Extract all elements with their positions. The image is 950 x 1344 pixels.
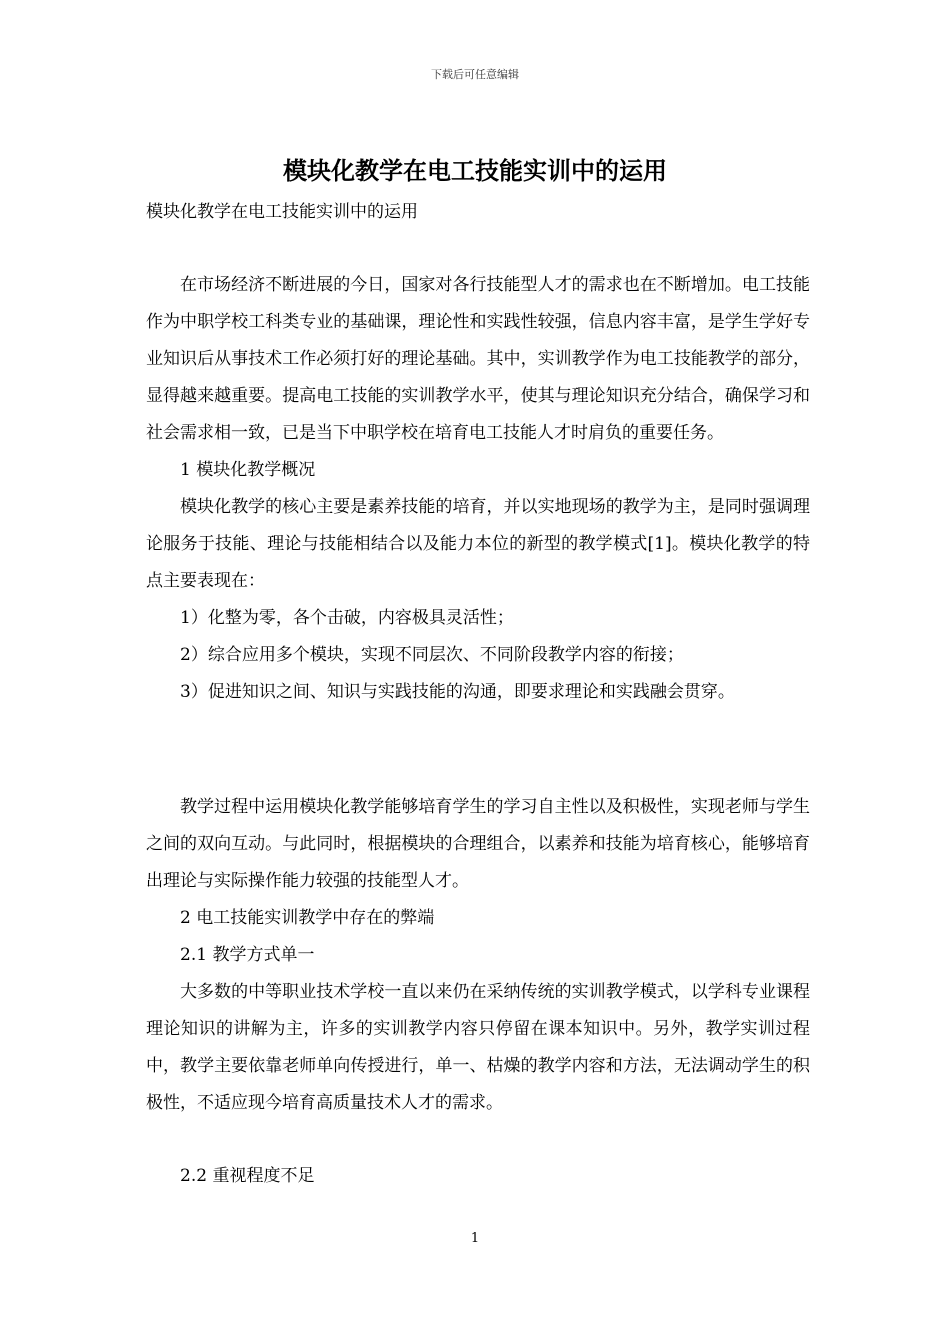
list-item-2: 2）综合应用多个模块，实现不同层次、不同阶段教学内容的衔接； — [180, 645, 684, 665]
header-note: 下载后可任意编辑 — [431, 68, 519, 81]
paragraph-modular-overview: 模块化教学的核心主要是素养技能的培育，并以实地现场的教学为主，是同时强调理论服务于技能、理论与技能相结合以及能力本位的新型的教学模式[1]。模块化教学的特点主要表现在： — [146, 497, 810, 591]
section-heading-2: 2 电工技能实训教学中存在的弊端 — [180, 908, 435, 928]
body-block-1 — [146, 267, 810, 711]
subsection-heading-2-2: 2.2 重视程度不足 — [180, 1166, 315, 1186]
document-subtitle: 模块化教学在电工技能实训中的运用 — [146, 202, 418, 222]
subsection-heading-2-1: 2.1 教学方式单一 — [180, 945, 315, 965]
paragraph-single-method: 大多数的中等职业技术学校一直以来仍在采纳传统的实训教学模式，以学科专业课程理论知识的讲解为主，许多的实训教学内容只停留在课本知识中。另外，教学实训过程中，教学主要依靠老师单向传授进行，单一、枯燥的教学内容和方法，无法调动学生的积极性，不适应现今培育高质量技术人才的需求。 — [146, 982, 810, 1113]
page-number: 1 — [470, 1231, 480, 1246]
paragraph-intro: 在市场经济不断进展的今日，国家对各行技能型人才的需求也在不断增加。电工技能作为中职学校工科类专业的基础课，理论性和实践性较强，信息内容丰富，是学生学好专业知识后从事技术工作必须打好的理论基础。其中，实训教学作为电工技能教学的部分，显得越来越重要。提高电工技能的实训教学水平，使其与理论知识充分结合，确保学习和社会需求相一致，已是当下中职学校在培育电工技能人才时肩负的重要任务。 — [146, 275, 810, 443]
section-heading-1: 1 模块化教学概况 — [180, 460, 316, 480]
paragraph-teaching-process: 教学过程中运用模块化教学能够培育学生的学习自主性以及积极性，实现老师与学生之间的双向互动。与此同时，根据模块的合理组合，以素养和技能为培育核心，能够培育出理论与实际操作能力较强的技能型人才。 — [146, 797, 810, 891]
list-item-3: 3）促进知识之间、知识与实践技能的沟通，即要求理论和实践融会贯穿。 — [180, 682, 735, 702]
body-block-3 — [146, 1158, 810, 1195]
document-title: 模块化教学在电工技能实训中的运用 — [283, 156, 667, 185]
list-item-1: 1）化整为零，各个击破，内容极具灵活性； — [180, 608, 514, 628]
body-block-2 — [146, 789, 810, 1122]
